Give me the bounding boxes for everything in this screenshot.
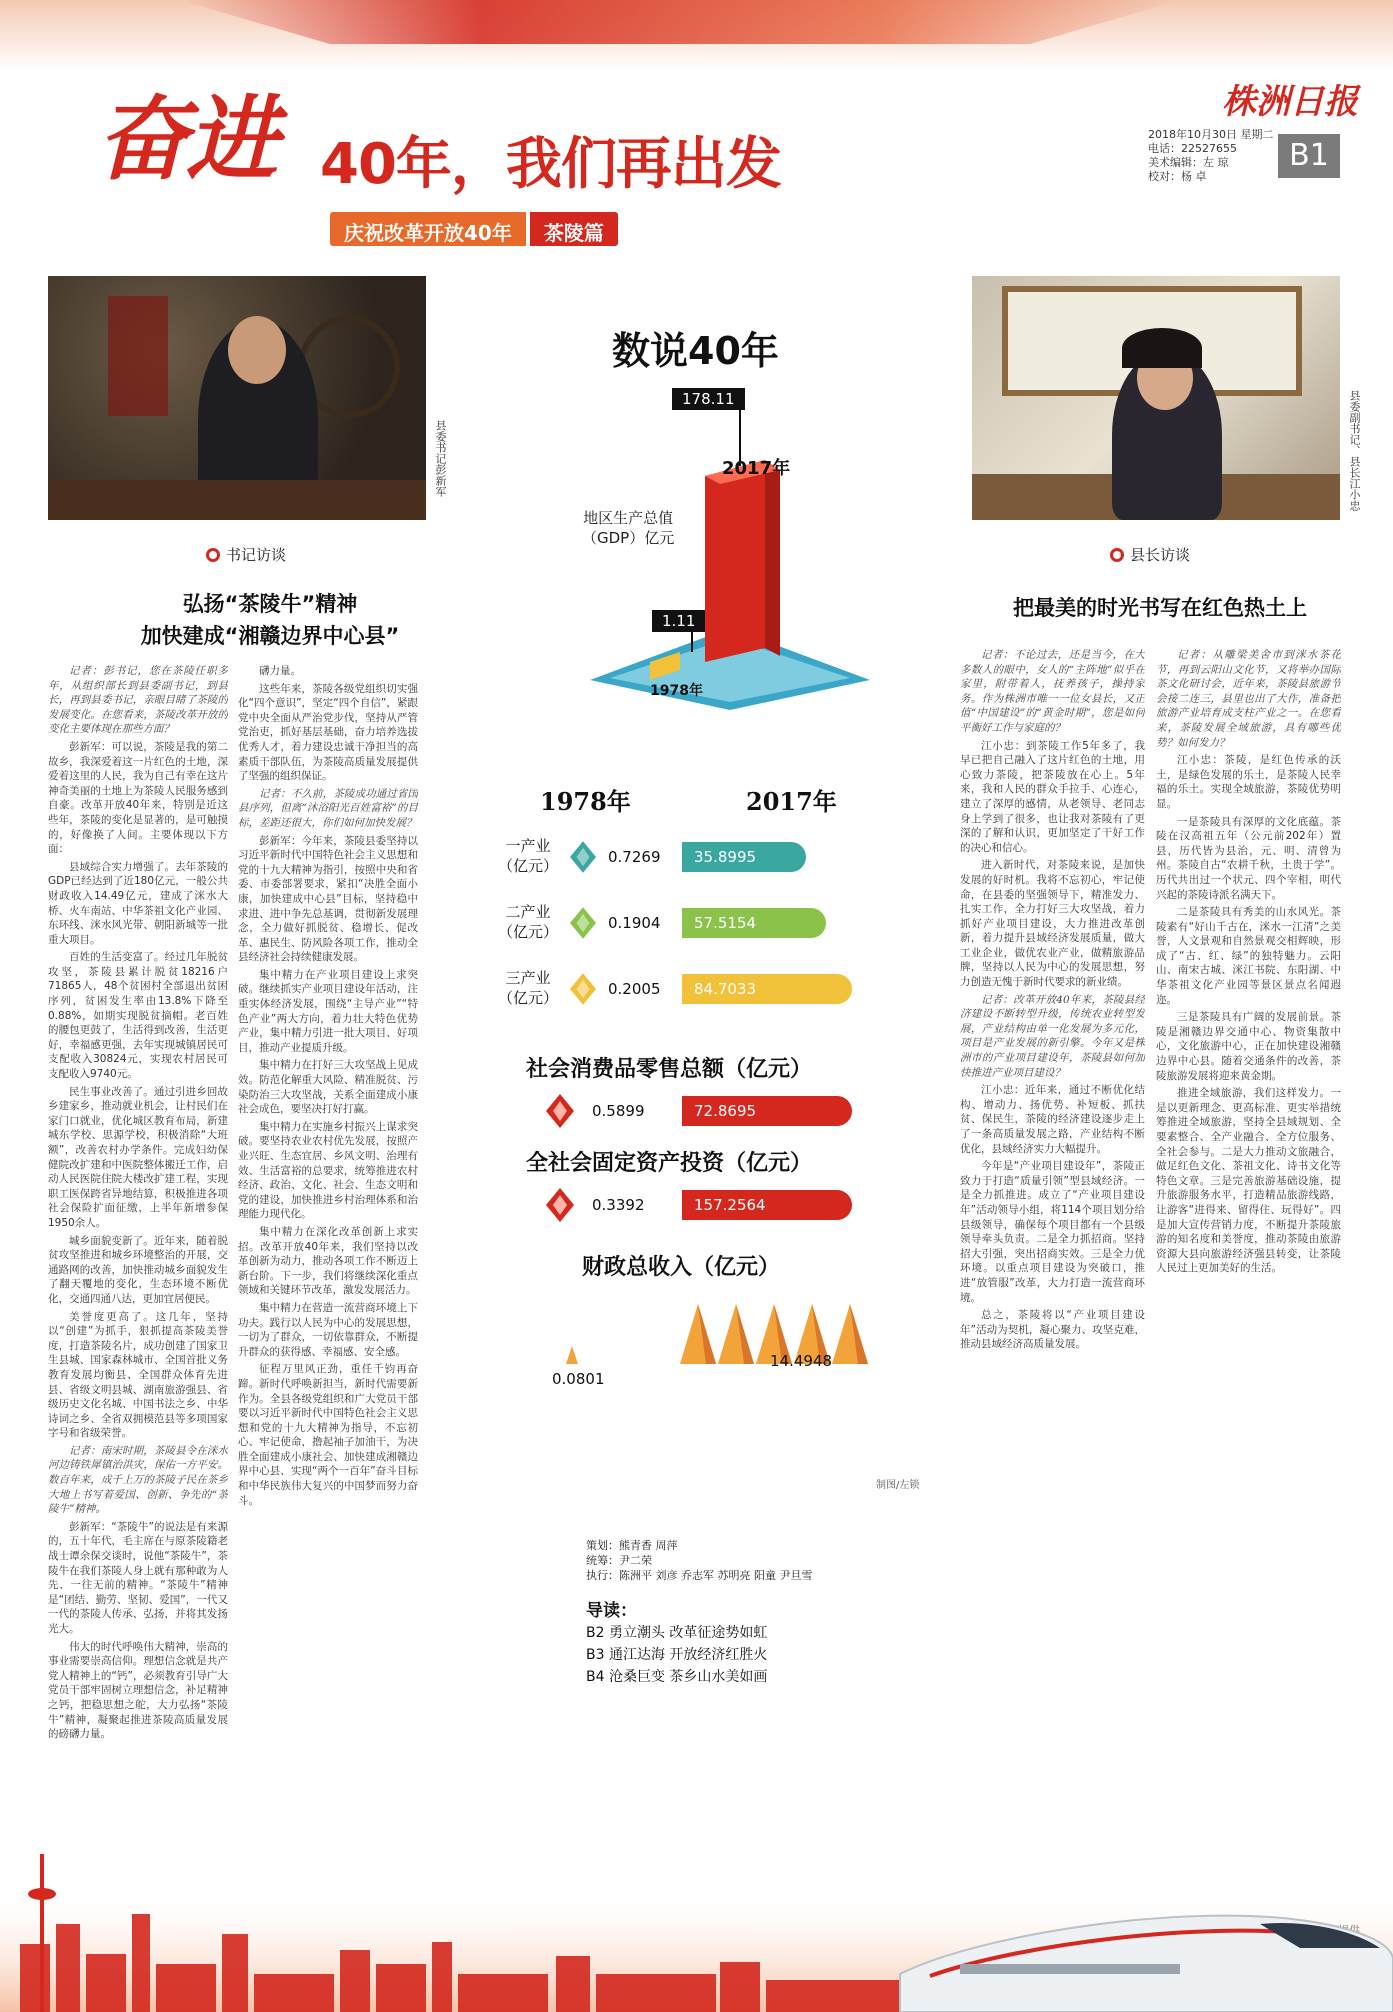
retail-title: 社会消费品零售总额（亿元） (526, 1057, 813, 1082)
guide-item: B2 勇立潮头 改革征途势如虹 (586, 1625, 768, 1641)
article-paragraph: 三是茶陵具有广阔的发展前景。茶陵是湘赣边界交通中心、物资集散中心，文化旅游中心，正在加快建设湘赣边界中心县。随着交通条件的改善，茶陵旅游发展将迎来黄金期。 (1156, 1011, 1341, 1082)
meta-line: 电话：22527655 (1148, 142, 1237, 155)
county-head-photo (972, 276, 1340, 520)
meta-line: 2018年10月30日 星期二 (1148, 128, 1274, 141)
investment-row (498, 1186, 888, 1226)
infographic-title: 数说40年 (612, 329, 779, 373)
year-2017-header: 2017年 (746, 787, 837, 816)
article-left-column (48, 664, 228, 1976)
industry-row (498, 830, 888, 886)
fiscal-2017-value: 14.4948 (770, 1352, 833, 1370)
tag-label: 县长访谈 (1130, 546, 1191, 564)
right-headline: 把最美的时光书写在红色热土上 (1013, 596, 1307, 620)
retail-row (498, 1092, 888, 1132)
skyline-decoration (0, 1824, 1393, 2012)
industry-diamond-icon (570, 840, 596, 874)
gdp-2017-side (765, 460, 780, 656)
article-paragraph: 民生事业改善了。通过引进乡回故乡建家乡，推动就业机会，让村民们在家门口就业，优化城区教育布局，新建城东学校、思源学校，积极消除“大班额”，改善农村办学条件。完成妇幼保健院改扩建和中医院整体搬迁工作，启动人民医院住院大楼改扩建工程，实现职工医保跨省异地结算，积极推进各项社会保险扩面征缴，上半年新增参保1950余人。 (48, 1085, 228, 1229)
chart-maker: 制图/左锁 (876, 1480, 920, 1491)
article-paragraph: 美誉度更高了。这几年，坚持以“创建”为抓手，狠抓提高茶陵美誉度，打造茶陵名片，成功创建了国家卫生县城、国家森林城市、全国首批义务教育发展均衡县、全国群众体育先进县、省级文明县城、湖南旅游强县、省级历史文化名城、中国书法之乡、中华诗词之乡、全省双拥模范县等多项国家字号和省级荣誉。 (48, 1310, 228, 1440)
article-paragraph: 彭新军：“茶陵牛”的说法是有来源的，五十年代，毛主席在与原茶陵籍老战士谭余保交谈时，说他“茶陵牛”，茶陵牛在我们茶陵人身上就有那种敢为人先、一往无前的精神。“茶陵牛”精神是“团结、勤劳、坚韧、爱国”，一代又一代的茶陵人传承、弘扬，并将其发扬光大。 (48, 1520, 228, 1635)
guide-item: B4 沧桑巨变 茶乡山水美如画 (586, 1669, 768, 1685)
retail-2017-bar: 72.8695 (682, 1096, 852, 1126)
article-paragraph: 江小忠：茶陵，是红色传承的沃土，是绿色发展的乐土，是茶陵人民幸福的乐土。实现全域旅游，茶陵优势明显。 (1156, 754, 1341, 810)
fiscal-title: 财政总收入（亿元） (582, 1255, 781, 1280)
credit-line: 统筹：尹二荣 (586, 1554, 652, 1567)
industry-rows (498, 830, 888, 1030)
article-paragraph: 记者：从雕梁美舍市到洣水茶花节，再到云阳山文化节，又将举办国际茶文化研讨会，近年来，茶陵县旅游节会接二连三，县里也出了大作，准备把旅游产业培育成支柱产业之一。在您看来，茶陵发展全域旅游，具有哪些优势？如何发力？ (1156, 649, 1341, 749)
county-head-caption: 县委副书记、县长江小忠 (1348, 390, 1361, 511)
article-paragraph: 二是茶陵具有秀美的山水风光。茶陵素有“好山千古在，洣水一江清”之美誉，人文景观和自然景观交相辉映，形成了“古、红、绿”的独特魅力。云阳山、南宋古城、洣江书院、东阳湖、中华茶祖文化产业园等景区景点名闻遐迩。 (1156, 906, 1341, 1006)
article-paragraph: 记者：改革开放40年来，茶陵县经济建设不断转型升级，传统农业转型发展，产业结构由单一化发展为多元化，项目是产业发展的新引擎。今年又是株洲市的产业项目建设年，茶陵县如何加快推进产业项目建设？ (960, 993, 1145, 1079)
left-headline (80, 588, 460, 652)
subtitle-series: 庆祝改革开放40年 (330, 212, 526, 246)
guide-item: B3 通江达海 开放经济红胜火 (586, 1647, 768, 1663)
industry-diamond-icon (570, 972, 596, 1006)
article-right-column-b (1156, 648, 1341, 1818)
credit-line: 执行：陈洲平 刘彦 乔志军 苏明亮 阳童 尹旦雪 (586, 1569, 813, 1582)
article-paragraph: 集中精力在深化改革创新上求实招。改革开放40年来，我们坚持以改革创新为动力，推动各项工作不断迈上新台阶。下一步，我们将继续深化重点领域和关键环节改革，激发发展活力。 (238, 1225, 418, 1297)
left-headline-line: 弘扬“茶陵牛”精神 (182, 592, 358, 616)
article-paragraph: 今年是“产业项目建设年”，茶陵正致力于打造“质量引领”型县域经济。一是全力抓推进。成立了“产业项目建设年”活动领导小组，将114个项目划分给县级领导，确保每个项目都有一个县级领导牵头负责。二是全力抓招商。坚持招大引强，突出招商实效。三是全力优环境。以重点项目建设为突破口，推进“放管服”改革，大力打造一流营商环境。 (960, 1160, 1145, 1304)
title-main: 40年，我们再出发 (320, 132, 781, 197)
article-paragraph: 伟大的时代呼唤伟大精神，崇高的事业需要崇高信仰。理想信念就是共产党人精神上的“钙”，必须教育引导广大党员干部牢固树立理想信念，补足精神之钙，把稳思想之舵，大力弘扬“茶陵牛”精神，凝聚起推进茶陵高质量发展的磅礴力量。 (48, 1640, 228, 1741)
industry-row (498, 896, 888, 952)
industry-label-line: （亿元） (498, 989, 559, 1007)
article-paragraph: 彭新军：可以说，茶陵是我的第二故乡，我深爱着这一片红色的土地，深爱着这里的人民，我为自己有幸在这片神奇美丽的土地上为茶陵人民服务感到自豪。改革开放40年来，特别是近这些年，茶陵的变化是显著的，是可触摸的，好像换了人间。主要体现以下方面： (48, 740, 228, 856)
bullet-ring-icon (206, 548, 220, 562)
gdp-2017-label: 2017年 (722, 458, 791, 479)
gdp-label-line: 地区生产总值 (583, 509, 674, 527)
year-1978-header: 1978年 (540, 787, 631, 816)
article-paragraph: 记者：南宋时期，茶陵县令在洣水河边铸铁犀镇治洪灾，保佑一方平安。数百年来，成千上万的茶陵子民在茶乡大地上书写着爱国、创新、争先的“茶陵牛”精神。 (48, 1444, 228, 1516)
meta-line: 美术编辑：左 琼 (1148, 156, 1229, 169)
article-paragraph: 集中精力在实施乡村振兴上谋求突破。要坚持农业农村优先发展，按照产业兴旺、生态宜居、乡风文明、治理有效、生活富裕的总要求，统筹推进农村经济、政治、文化、社会、生态文明和党的建设，加快推进乡村治理体系和治理能力现代化。 (238, 1120, 418, 1221)
retail-1978-value: 0.5899 (592, 1102, 645, 1120)
article-paragraph: 征程万里风正劲，重任千钧再奋蹄。新时代呼唤新担当，新时代需要新作为。全县各级党组织和广大党员干部要以习近平新时代中国特色社会主义思想和党的十九大精神为指导，不忘初心、牢记使命，撸起袖子加油干，为决胜全面建成小康社会、加快建成湘赣边界中心县、实现“两个一百年”奋斗目标和中华民族伟大复兴的中国梦而努力奋斗。 (238, 1363, 418, 1507)
industry-2017-bar: 57.5154 (682, 908, 826, 938)
credits (586, 1538, 886, 1583)
industry-row (498, 962, 888, 1018)
fiscal-1978-pyramid (566, 1346, 578, 1364)
article-paragraph: 集中精力在产业项目建设上求突破。继续抓实产业项目建设年活动，注重实体经济发展，围绕“主导产业”“特色产业”两大方向，着力壮大特色优势产业，集中精力引进一批大项目、好项目，推动产业提质升级。 (238, 968, 418, 1054)
fiscal-1978-value: 0.0801 (552, 1370, 605, 1388)
article-paragraph: 记者：不久前，茶陵成功通过省国县序列，但离“沐浴阳光百姓富裕”的目标，差距还很大，你们如何加快发展？ (238, 787, 418, 829)
article-right-column-a (960, 648, 1145, 1818)
investment-1978-value: 0.3392 (592, 1196, 645, 1214)
article-paragraph: 一是茶陵具有深厚的文化底蕴。茶陵在汉高祖五年（公元前202年）置县，历代皆为县治，元、明、清曾为州。茶陵自古“农耕千秋，土贵于学”。历代共出过一个状元、四个宰相，明代兴起的茶陵诗派名满天下。 (1156, 815, 1341, 901)
guide-list (586, 1622, 767, 1688)
industry-label-line: 二产业 (505, 903, 551, 921)
industry-1978-value: 0.2005 (608, 980, 661, 998)
investment-title: 全社会固定资产投资（亿元） (526, 1151, 813, 1176)
secretary-photo (48, 276, 426, 520)
article-paragraph: 这些年来，茶陵各级党组织切实强化“四个意识”，坚定“四个自信”，紧跟党中央全面从严治党步伐，坚持从严管党治吏，抓好基层基础，奋力培养选拔优秀人才，着力建设忠诚干净担当的高素质干部队伍，为茶陵高质量发展提供了坚强的组织保证。 (238, 682, 418, 783)
article-paragraph: 集中精力在营造一流营商环境上下功夫。践行以人民为中心的发展思想，一切为了群众，一切依靠群众，不断提升群众的获得感、幸福感、安全感。 (238, 1301, 418, 1358)
article-paragraph: 推进全域旅游，我们这样发力。一是以更新理念、更高标准、更实举措统筹推进全域旅游，坚持全县域规划、全要素整合、全产业融合、全方位服务、全社会参与。二是大力推动文旅融合，做足红色文化、茶祖文化、诗书文化等特色文章。三是完善旅游基础设施，提升旅游服务水平，打造精品旅游线路，让游客“进得来、留得住、玩得好”。四是加大宣传营销力度，不断提升茶陵旅游的知名度和美誉度，推动茶陵由旅游资源大县向旅游经济强县转变，让茶陵人民过上更加美好的生活。 (1156, 1087, 1341, 1275)
article-paragraph: 百姓的生活变富了。经过几年脱贫攻坚，茶陵县累计脱贫18216户71865人，48个贫困村全部退出贫困序列，贫困发生率由13.8%下降至0.88%，如期实现脱贫摘帽。老百姓的腰包更鼓了，生活得到改善，生活更好，幸福感更强，去年实现城镇居民可支配收入30824元，实现农村居民可支配收入9740元。 (48, 951, 228, 1081)
subtitle-bar (330, 212, 618, 246)
industry-label-line: （亿元） (498, 923, 559, 941)
article-paragraph: 记者：彭书记，您在茶陵任职多年，从组织部长到县委副书记，到县长，再到县委书记，亲眼目睹了茶陵的发展变化。在您看来，茶陵改革开放的变化主要体现在那些方面？ (48, 665, 228, 736)
industry-2017-bar: 84.7033 (682, 974, 852, 1004)
gdp-2017-front (705, 460, 765, 662)
gdp-1978-value: 1.11 (652, 610, 705, 632)
industry-label-line: 三产业 (505, 969, 551, 987)
gdp-axis-label (582, 508, 674, 548)
credit-line: 策划：熊青香 周萍 (586, 1539, 678, 1552)
header-flag-decoration (180, 0, 1180, 44)
county-head-interview-tag (1110, 544, 1190, 565)
article-paragraph: 总之，茶陵将以“产业项目建设年”活动为契机，凝心聚力、攻坚克难，推动县域经济高质量发展。 (960, 1309, 1145, 1351)
left-headline-line: 加快建成“湘赣边界中心县” (140, 624, 400, 648)
article-paragraph: 江小忠：到茶陵工作5年多了，我早已把自己融入了这片红色的土地，用心致力茶陵，把茶陵放在心上。5年来，我和人民的群众手拉手、心连心，建立了深厚的感情，从老领导、老同志身上学到了很多，也让我对茶陵有了更深的了解和认识，更加坚定了干好工作的决心和信心。 (960, 739, 1145, 854)
article-paragraph: 彭新军：今年来，茶陵县委坚持以习近平新时代中国特色社会主义思想和党的十九大精神为指引，按照中央和省委、市委部署要求，紧扣“决胜全面小康，加快建成中心县”目标，坚持稳中求进、进中争先总基调，贯彻新发展理念，全力做好抓脱贫、稳增长、促改革、惠民生、防风险各项工作，推动全县经济社会持续健康发展。 (238, 834, 418, 964)
title-big: 奋进 (96, 85, 277, 193)
masthead-logo: 株洲日报 (1222, 82, 1358, 122)
secretary-interview-tag (206, 544, 286, 565)
industry-label (498, 836, 558, 876)
meta-line: 校对：杨 卓 (1148, 170, 1207, 183)
industry-label (498, 902, 558, 942)
gdp-1978-label: 1978年 (650, 683, 703, 699)
industry-label-line: 一产业 (505, 837, 551, 855)
industry-2017-bar: 35.8995 (682, 842, 806, 872)
article-paragraph: 记者：不论过去，还是当今，在大多数人的眼中，女人的“主阵地”似乎在家里，附带着人，抚养孩子，操持家务。作为株洲市唯一一位女县长，又正值“中国建设”的“黄金时期”，您是如何平衡好工作与家庭的？ (960, 649, 1145, 734)
investment-diamond-icon (546, 1188, 574, 1222)
article-mid-column (238, 664, 418, 1976)
article-paragraph: 进入新时代，对茶陵来说，是加快发展的好时机。我将不忘初心，牢记使命，在县委的坚强领导下，精准发力、扎实工作，全力打好三大攻坚战，着力抓好产业项目建设，大力推进改革创新，着力提升县域经济发展质量，做大工业企业，做优农业产业，做精旅游品牌，坚持以人民为中心的发展思想，努力创造无愧于新时代要求的新业绩。 (960, 859, 1145, 989)
gdp-2017-value: 178.11 (672, 388, 745, 410)
industry-diamond-icon (570, 906, 596, 940)
guide-title: 导读： (586, 1601, 637, 1621)
article-paragraph: 县域综合实力增强了。去年茶陵的GDP已经达到了近180亿元，一般公共财政收入14.49亿元，建成了洣水大桥、火车南站、中华茶祖文化产业园、东环线、洣水风光带、朝阳新城等一批重大项目。 (48, 860, 228, 946)
bullet-ring-icon (1110, 548, 1124, 562)
article-paragraph: 集中精力在打好三大攻坚战上见成效。防范化解重大风险、精准脱贫、污染防治三大攻坚战，关系全面建成小康社会成色，要坚决打好打赢。 (238, 1059, 418, 1116)
tag-label: 书记访谈 (226, 546, 287, 564)
subtitle-section: 茶陵篇 (530, 212, 618, 246)
retail-diamond-icon (546, 1094, 574, 1128)
industry-1978-value: 0.7269 (608, 848, 661, 866)
article-paragraph: 江小忠：近年来，通过不断优化结构、增动力、扬优势、补短板、抓扶贫、保民生，茶陵的经济建设逐步走上了一条高质量发展之路，产业结构不断优化，县域经济实力大幅提升。 (960, 1084, 1145, 1155)
article-paragraph: 礴力量。 (259, 665, 301, 677)
gdp-label-line: （GDP）亿元 (582, 529, 675, 547)
investment-2017-bar: 157.2564 (682, 1190, 852, 1220)
industry-label-line: （亿元） (498, 857, 559, 875)
industry-label (498, 968, 558, 1008)
page-number: B1 (1278, 134, 1340, 178)
industry-1978-value: 0.1904 (608, 914, 661, 932)
secretary-caption: 县委书记彭新军 (434, 420, 447, 497)
issue-meta (1148, 128, 1274, 184)
article-paragraph: 城乡面貌变新了。近年来，随着脱贫攻坚推进和城乡环境整治的开展，交通路网的改善，加快推动城乡面貌发生了翻天覆地的变化，生态环境不断优化，交通四通八达，更加宜居便民。 (48, 1234, 228, 1305)
